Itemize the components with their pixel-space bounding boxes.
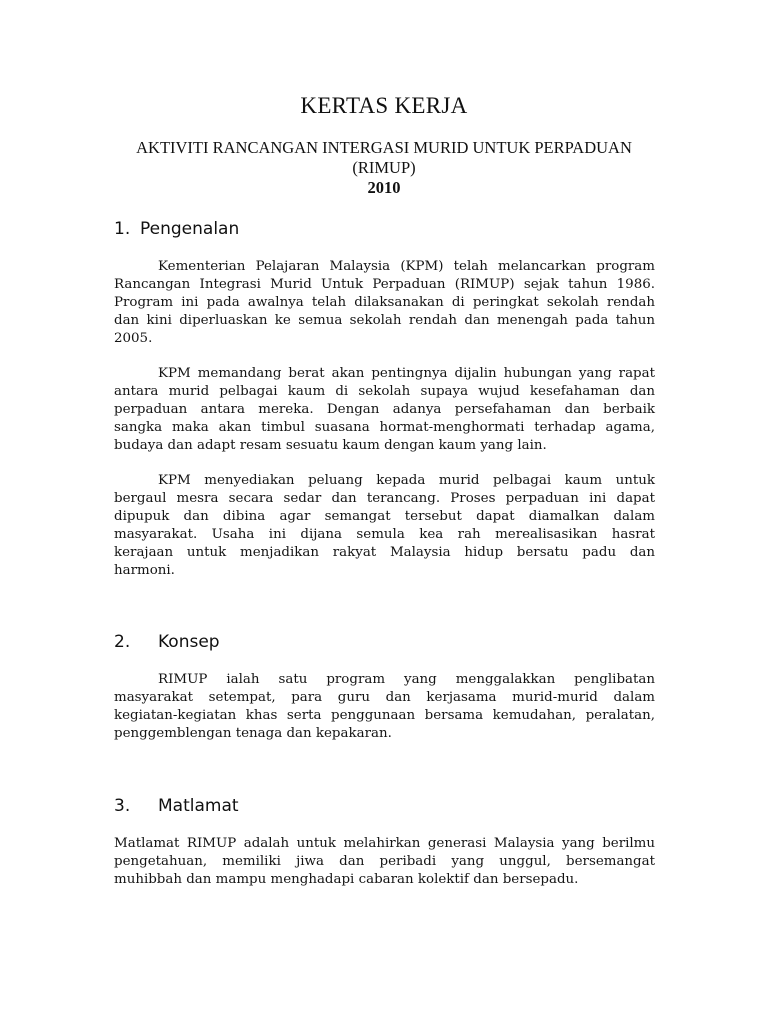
paragraph-line: kerajaan untuk menjadikan rakyat Malaysia hidup bersatu padu dan bbox=[114, 545, 655, 560]
section-heading-matlamat bbox=[114, 796, 239, 816]
paragraph-line: Kementerian Pelajaran Malaysia (KPM) telah melancarkan program bbox=[158, 259, 655, 274]
paragraph-matlamat bbox=[114, 835, 655, 889]
section-number: 2. bbox=[114, 632, 131, 652]
subtitle-acronym: (RIMUP) bbox=[352, 158, 416, 177]
paragraph-pengenalan-2 bbox=[114, 365, 655, 455]
paragraph-line: RIMUP ialah satu program yang menggalakkan penglibatan bbox=[158, 672, 655, 687]
paragraph-line: antara murid pelbagai kaum di sekolah supaya wujud kesefahaman dan bbox=[114, 384, 655, 399]
paragraph-line: Program ini pada awalnya telah dilaksanakan di peringkat sekolah rendah bbox=[114, 295, 655, 310]
paragraph-line: kegiatan-kegiatan khas serta penggunaan bersama kemudahan, peralatan, bbox=[114, 708, 655, 723]
paragraph-line: dan kini diperluaskan ke semua sekolah rendah dan menengah pada tahun bbox=[114, 313, 655, 328]
document-subtitle bbox=[0, 138, 768, 198]
paragraph-line: KPM menyediakan peluang kepada murid pelbagai kaum untuk bbox=[158, 473, 655, 488]
section-title: Konsep bbox=[158, 632, 220, 652]
paragraph-line: dipupuk dan dibina agar semangat tersebut dapat diamalkan dalam bbox=[114, 509, 655, 524]
paragraph-line: KPM memandang berat akan pentingnya dijalin hubungan yang rapat bbox=[158, 366, 655, 381]
paragraph-line: masyarakat setempat, para guru dan kerjasama murid-murid dalam bbox=[114, 690, 655, 705]
paragraph-line: perpaduan antara mereka. Dengan adanya persefahaman dan berbaik bbox=[114, 402, 655, 417]
paragraph-line: Rancangan Integrasi Murid Untuk Perpaduan (RIMUP) sejak tahun 1986. bbox=[114, 277, 655, 292]
section-heading-konsep bbox=[114, 632, 220, 652]
subtitle-line: AKTIVITI RANCANGAN INTERGASI MURID UNTUK PERPADUAN bbox=[136, 138, 632, 157]
paragraph-line: bergaul mesra secara sedar dan terancang. Proses perpaduan ini dapat bbox=[114, 491, 655, 506]
paragraph-pengenalan-1 bbox=[114, 258, 655, 348]
section-heading-pengenalan bbox=[114, 219, 239, 239]
section-number: 1. bbox=[114, 219, 131, 239]
paragraph-line: pengetahuan, memiliki jiwa dan peribadi yang unggul, bersemangat bbox=[114, 854, 655, 869]
subtitle-year: 2010 bbox=[367, 178, 401, 197]
section-title: Matlamat bbox=[158, 796, 239, 816]
document-title: KERTAS KERJA bbox=[300, 93, 468, 118]
paragraph-line: muhibbah dan mampu menghadapi cabaran kolektif dan bersepadu. bbox=[114, 872, 579, 887]
section-title: Pengenalan bbox=[140, 219, 240, 239]
paragraph-line: budaya dan adapt resam sesuatu kaum dengan kaum yang lain. bbox=[114, 438, 547, 453]
paragraph-pengenalan-3 bbox=[114, 472, 655, 580]
paragraph-line: 2005. bbox=[114, 331, 153, 346]
paragraph-line: penggemblengan tenaga dan kepakaran. bbox=[114, 726, 392, 741]
paragraph-line: harmoni. bbox=[114, 563, 175, 578]
paragraph-line: sangka maka akan timbul suasana hormat-menghormati terhadap agama, bbox=[114, 420, 655, 435]
section-number: 3. bbox=[114, 796, 131, 816]
paragraph-line: Matlamat RIMUP adalah untuk melahirkan generasi Malaysia yang berilmu bbox=[114, 836, 655, 851]
paragraph-line: masyarakat. Usaha ini dijana semula kea rah merealisasikan hasrat bbox=[114, 527, 655, 542]
paragraph-konsep bbox=[114, 671, 655, 743]
